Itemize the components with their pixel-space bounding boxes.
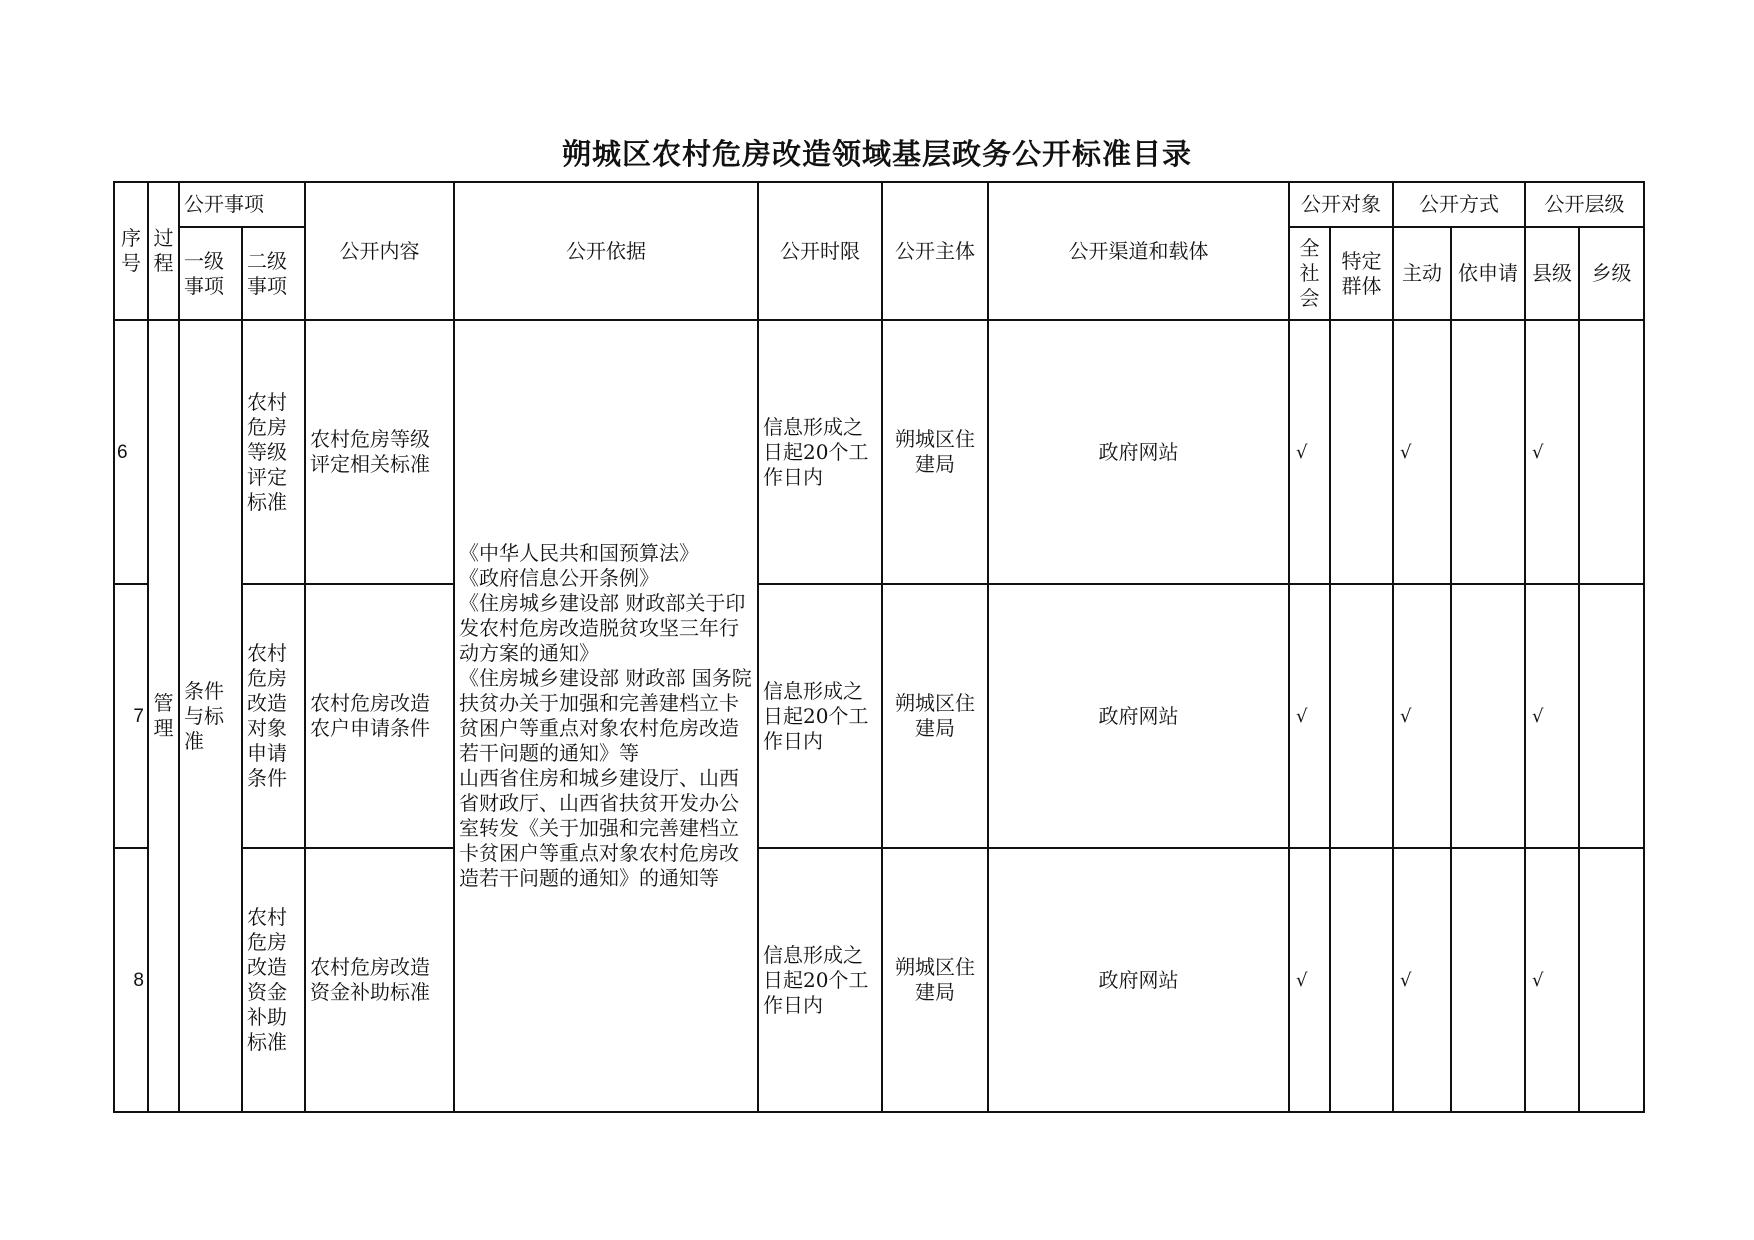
row-audience-all-check: √ (1289, 848, 1330, 1112)
table-row (114, 584, 1644, 848)
row-level2: 农村危房改造对象申请条件 (242, 584, 305, 848)
row-content: 农村危房改造资金补助标准 (305, 848, 454, 1112)
row-level2: 农村危房改造资金补助标准 (242, 848, 305, 1112)
disclosure-table (113, 181, 1645, 1113)
row-content: 农村危房改造农户申请条件 (305, 584, 454, 848)
row-method-active-check: √ (1393, 584, 1451, 848)
row-audience-group-check (1330, 320, 1393, 584)
header-method: 公开方式 (1393, 182, 1525, 227)
header-level1: 一级事项 (179, 227, 242, 320)
row-subject: 朔城区住建局 (882, 848, 988, 1112)
row-method-request-check (1451, 320, 1525, 584)
header-process: 过程 (148, 182, 179, 320)
header-audience: 公开对象 (1289, 182, 1393, 227)
row-subject: 朔城区住建局 (882, 320, 988, 584)
header-audience-group: 特定群体 (1330, 227, 1393, 320)
row-method-active-check: √ (1393, 848, 1451, 1112)
row-method-request-check (1451, 584, 1525, 848)
process-cell: 管理 (148, 320, 179, 1112)
header-tier-county: 县级 (1525, 227, 1579, 320)
basis-cell: 《中华人民共和国预算法》 《政府信息公开条例》 《住房城乡建设部 财政部关于印发农村危房改造脱贫攻坚三年行动方案的通知》 《住房城乡建设部 财政部 国务院扶贫办关于加强和完善建档立卡贫困户等重点对象农村危房改造若干问题的通知》等 山西省住房和城乡建设厅、山西省财政厅、山西省扶贫开发办公室转发《关于加强和完善建档立卡贫困户等重点对象农村危房改造若干问题的通知》的通知等 (454, 320, 758, 1112)
level1-cell: 条件与标准 (179, 320, 242, 1112)
row-channel: 政府网站 (988, 848, 1289, 1112)
header-content: 公开内容 (305, 182, 454, 320)
row-seq: 8 (114, 848, 148, 1112)
header-channel: 公开渠道和载体 (988, 182, 1289, 320)
header-method-request: 依申请 (1451, 227, 1525, 320)
header-items: 公开事项 (179, 182, 305, 227)
row-method-active-check: √ (1393, 320, 1451, 584)
header-tier: 公开层级 (1525, 182, 1644, 227)
header-method-active: 主动 (1393, 227, 1451, 320)
row-tier-town-check (1579, 584, 1644, 848)
row-tier-town-check (1579, 320, 1644, 584)
row-audience-group-check (1330, 584, 1393, 848)
row-content: 农村危房等级评定相关标准 (305, 320, 454, 584)
row-time-limit: 信息形成之日起20个工作日内 (758, 320, 882, 584)
row-time-limit: 信息形成之日起20个工作日内 (758, 584, 882, 848)
header-basis: 公开依据 (454, 182, 758, 320)
header-level2: 二级事项 (242, 227, 305, 320)
header-tier-town: 乡级 (1579, 227, 1644, 320)
row-channel: 政府网站 (988, 584, 1289, 848)
row-audience-all-check: √ (1289, 320, 1330, 584)
row-tier-county-check: √ (1525, 848, 1579, 1112)
row-method-request-check (1451, 848, 1525, 1112)
row-audience-group-check (1330, 848, 1393, 1112)
row-seq: 7 (114, 584, 148, 848)
header-audience-all: 全社会 (1289, 227, 1330, 320)
row-seq: 6 (114, 320, 148, 584)
row-level2: 农村危房等级评定标准 (242, 320, 305, 584)
row-tier-town-check (1579, 848, 1644, 1112)
row-audience-all-check: √ (1289, 584, 1330, 848)
row-time-limit: 信息形成之日起20个工作日内 (758, 848, 882, 1112)
header-subject: 公开主体 (882, 182, 988, 320)
row-channel: 政府网站 (988, 320, 1289, 584)
page-title: 朔城区农村危房改造领域基层政务公开标准目录 (561, 137, 1192, 171)
row-tier-county-check: √ (1525, 584, 1579, 848)
header-time-limit: 公开时限 (758, 182, 882, 320)
header-seq: 序号 (114, 182, 148, 320)
table-row (114, 320, 1644, 584)
row-tier-county-check: √ (1525, 320, 1579, 584)
table-row (114, 848, 1644, 1112)
row-subject: 朔城区住建局 (882, 584, 988, 848)
